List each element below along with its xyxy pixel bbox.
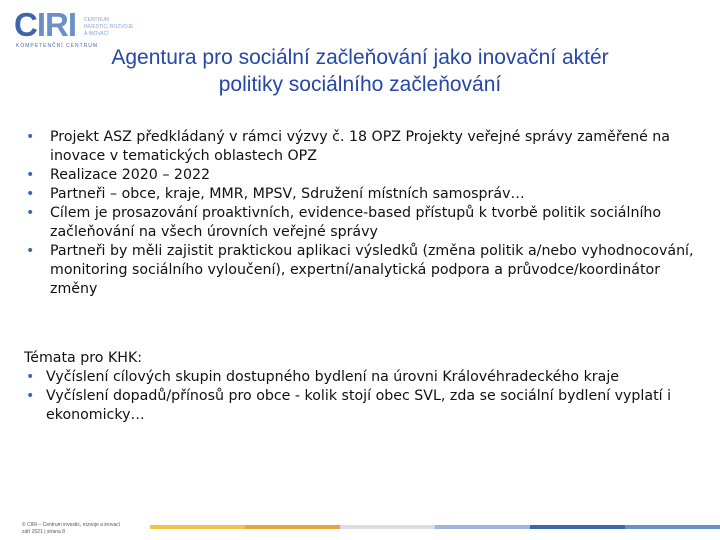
- footer-line2: září 2021 | strana 8: [22, 528, 65, 535]
- footer-bar-segment: [435, 525, 530, 529]
- logo-small-line: A INOVACÍ: [84, 31, 109, 37]
- slide-title: [20, 44, 700, 98]
- slide-title-line1: Agentura pro sociální začleňování jako inovační aktér: [111, 46, 609, 69]
- bullet-item: • Realizace 2020 – 2022: [24, 166, 704, 185]
- topics-section: [24, 349, 704, 425]
- footer-bar-segment: [340, 525, 435, 529]
- topics-list: [24, 368, 704, 425]
- ciri-logo: [14, 6, 174, 49]
- topic-item: • Vyčíslení cílových skupin dostupného bydlení na úrovni Královéhradeckého kraje: [24, 368, 704, 387]
- logo-mark-rest: IRI: [36, 6, 77, 43]
- logo-small-line: CENTRUM: [84, 17, 109, 23]
- footer-color-bar: [150, 525, 720, 529]
- logo-small-line: INVESTIC, ROZVOJE: [84, 24, 134, 30]
- bullet-item: • Cílem je prosazování proaktivních, evidence-based přístupů k tvorbě politik sociálního začleňování na všech úrovních veřejné správy: [24, 204, 704, 242]
- bullet-item: • Projekt ASZ předkládaný v rámci výzvy č. 18 OPZ Projekty veřejné správy zaměřené na inovace v tematických oblastech OPZ: [24, 128, 704, 166]
- logo-mark-c: C: [14, 6, 37, 43]
- logo-mark: [14, 6, 76, 44]
- footer-bar-segment: [150, 525, 245, 529]
- bullet-item: • Partneři – obce, kraje, MMR, MPSV, Sdružení místních samospráv…: [24, 185, 704, 204]
- topic-item: • Vyčíslení dopadů/přínosů pro obce - kolik stojí obec SVL, zda se sociální bydlení vyplatí i ekonomicky…: [24, 387, 704, 425]
- slide-title-line2: politiky sociálního začleňování: [218, 73, 502, 96]
- topics-heading: Témata pro KHK:: [24, 350, 143, 366]
- logo-subtitle: KOMPETENČNÍ CENTRUM: [16, 43, 99, 49]
- project-bullet-list: [24, 128, 704, 299]
- footer-bar-segment: [245, 525, 340, 529]
- footer-bar-segment: [625, 525, 720, 529]
- footer-bar-segment: [530, 525, 625, 529]
- bullet-item: • Partneři by měli zajistit praktickou aplikaci výsledků (změna politik a/nebo vyhodnocování, monitoring sociálního vyloučení), expertní/analytická podpora a průvodce/koordinátor změny: [24, 242, 704, 299]
- footer-line1: © CIRI – Centrum investic, rozvoje a inovací: [22, 522, 121, 528]
- logo-small-text: [84, 17, 133, 38]
- footer-text: [22, 522, 120, 535]
